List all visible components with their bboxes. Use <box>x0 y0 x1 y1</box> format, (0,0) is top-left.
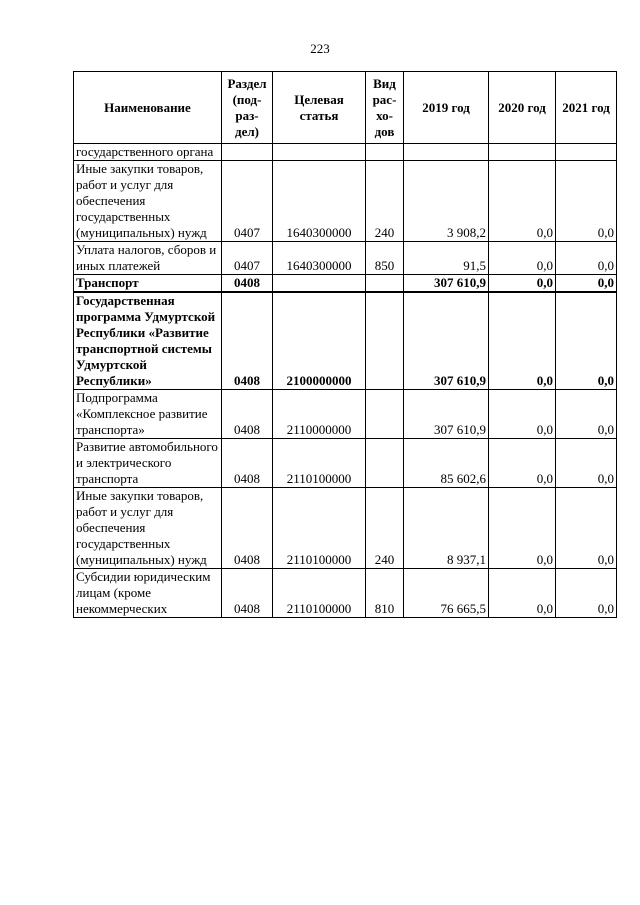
table-row <box>74 488 617 569</box>
table-row <box>74 439 617 488</box>
cell-2020: 0,0 <box>489 439 556 488</box>
header-type: Вид рас-хо-дов <box>366 72 404 144</box>
cell-type: 850 <box>366 242 404 275</box>
cell-2019: 85 602,6 <box>404 439 489 488</box>
cell-article: 2110000000 <box>273 390 366 439</box>
table-row <box>74 390 617 439</box>
header-2021: 2021 год <box>556 72 617 144</box>
cell-type <box>366 292 404 390</box>
header-2020: 2020 год <box>489 72 556 144</box>
cell-article: 2110100000 <box>273 488 366 569</box>
cell-type: 240 <box>366 161 404 242</box>
page-number: 223 <box>310 41 330 56</box>
cell-2019: 91,5 <box>404 242 489 275</box>
header-article: Целевая статья <box>273 72 366 144</box>
cell-2020: 0,0 <box>489 161 556 242</box>
cell-name: Развитие автомобильного и электрического транспорта <box>74 439 222 488</box>
cell-2020: 0,0 <box>489 569 556 618</box>
cell-section: 0408 <box>222 569 273 618</box>
table-row <box>74 275 617 293</box>
cell-2020: 0,0 <box>489 292 556 390</box>
cell-name: Подпрограмма «Комплексное развитие транспорта» <box>74 390 222 439</box>
cell-2019: 76 665,5 <box>404 569 489 618</box>
cell-section: 0408 <box>222 439 273 488</box>
header-name: Наименование <box>74 72 222 144</box>
cell-2020 <box>489 144 556 161</box>
cell-2021: 0,0 <box>556 569 617 618</box>
cell-article <box>273 144 366 161</box>
cell-section: 0407 <box>222 161 273 242</box>
budget-table <box>73 71 617 618</box>
cell-name: Государственная программа Удмуртской Республики «Развитие транспортной системы Удмуртской Республики» <box>74 292 222 390</box>
cell-name: Транспорт <box>74 275 222 293</box>
cell-2019: 307 610,9 <box>404 390 489 439</box>
cell-section: 0407 <box>222 242 273 275</box>
cell-article: 1640300000 <box>273 161 366 242</box>
cell-2021: 0,0 <box>556 439 617 488</box>
cell-article: 2110100000 <box>273 439 366 488</box>
header-section: Раздел (под-раз-дел) <box>222 72 273 144</box>
cell-2019 <box>404 144 489 161</box>
cell-name: Иные закупки товаров, работ и услуг для обеспечения государственных (муниципальных) нужд <box>74 488 222 569</box>
cell-type: 810 <box>366 569 404 618</box>
cell-2019: 307 610,9 <box>404 292 489 390</box>
cell-section: 0408 <box>222 292 273 390</box>
cell-2019: 3 908,2 <box>404 161 489 242</box>
cell-section: 0408 <box>222 488 273 569</box>
cell-section: 0408 <box>222 275 273 293</box>
cell-section <box>222 144 273 161</box>
cell-article: 1640300000 <box>273 242 366 275</box>
cell-type <box>366 390 404 439</box>
table-row <box>74 292 617 390</box>
cell-article: 2110100000 <box>273 569 366 618</box>
cell-2021: 0,0 <box>556 488 617 569</box>
cell-name: Субсидии юридическим лицам (кроме некоммерческих <box>74 569 222 618</box>
cell-2021 <box>556 144 617 161</box>
cell-section: 0408 <box>222 390 273 439</box>
cell-name: Уплата налогов, сборов и иных платежей <box>74 242 222 275</box>
table-header-row <box>74 72 617 144</box>
table-row <box>74 144 617 161</box>
cell-type <box>366 275 404 293</box>
cell-2020: 0,0 <box>489 275 556 293</box>
cell-article: 2100000000 <box>273 292 366 390</box>
cell-name: Иные закупки товаров, работ и услуг для обеспечения государственных (муниципальных) нужд <box>74 161 222 242</box>
cell-2021: 0,0 <box>556 161 617 242</box>
table-row <box>74 242 617 275</box>
cell-2021: 0,0 <box>556 292 617 390</box>
cell-article <box>273 275 366 293</box>
table-row <box>74 569 617 618</box>
cell-2021: 0,0 <box>556 390 617 439</box>
cell-2019: 8 937,1 <box>404 488 489 569</box>
header-2019: 2019 год <box>404 72 489 144</box>
cell-2020: 0,0 <box>489 488 556 569</box>
cell-2020: 0,0 <box>489 242 556 275</box>
cell-type <box>366 439 404 488</box>
cell-2021: 0,0 <box>556 275 617 293</box>
cell-2020: 0,0 <box>489 390 556 439</box>
cell-type <box>366 144 404 161</box>
cell-type: 240 <box>366 488 404 569</box>
cell-2019: 307 610,9 <box>404 275 489 293</box>
table-row <box>74 161 617 242</box>
cell-2021: 0,0 <box>556 242 617 275</box>
cell-name: государственного органа <box>74 144 222 161</box>
